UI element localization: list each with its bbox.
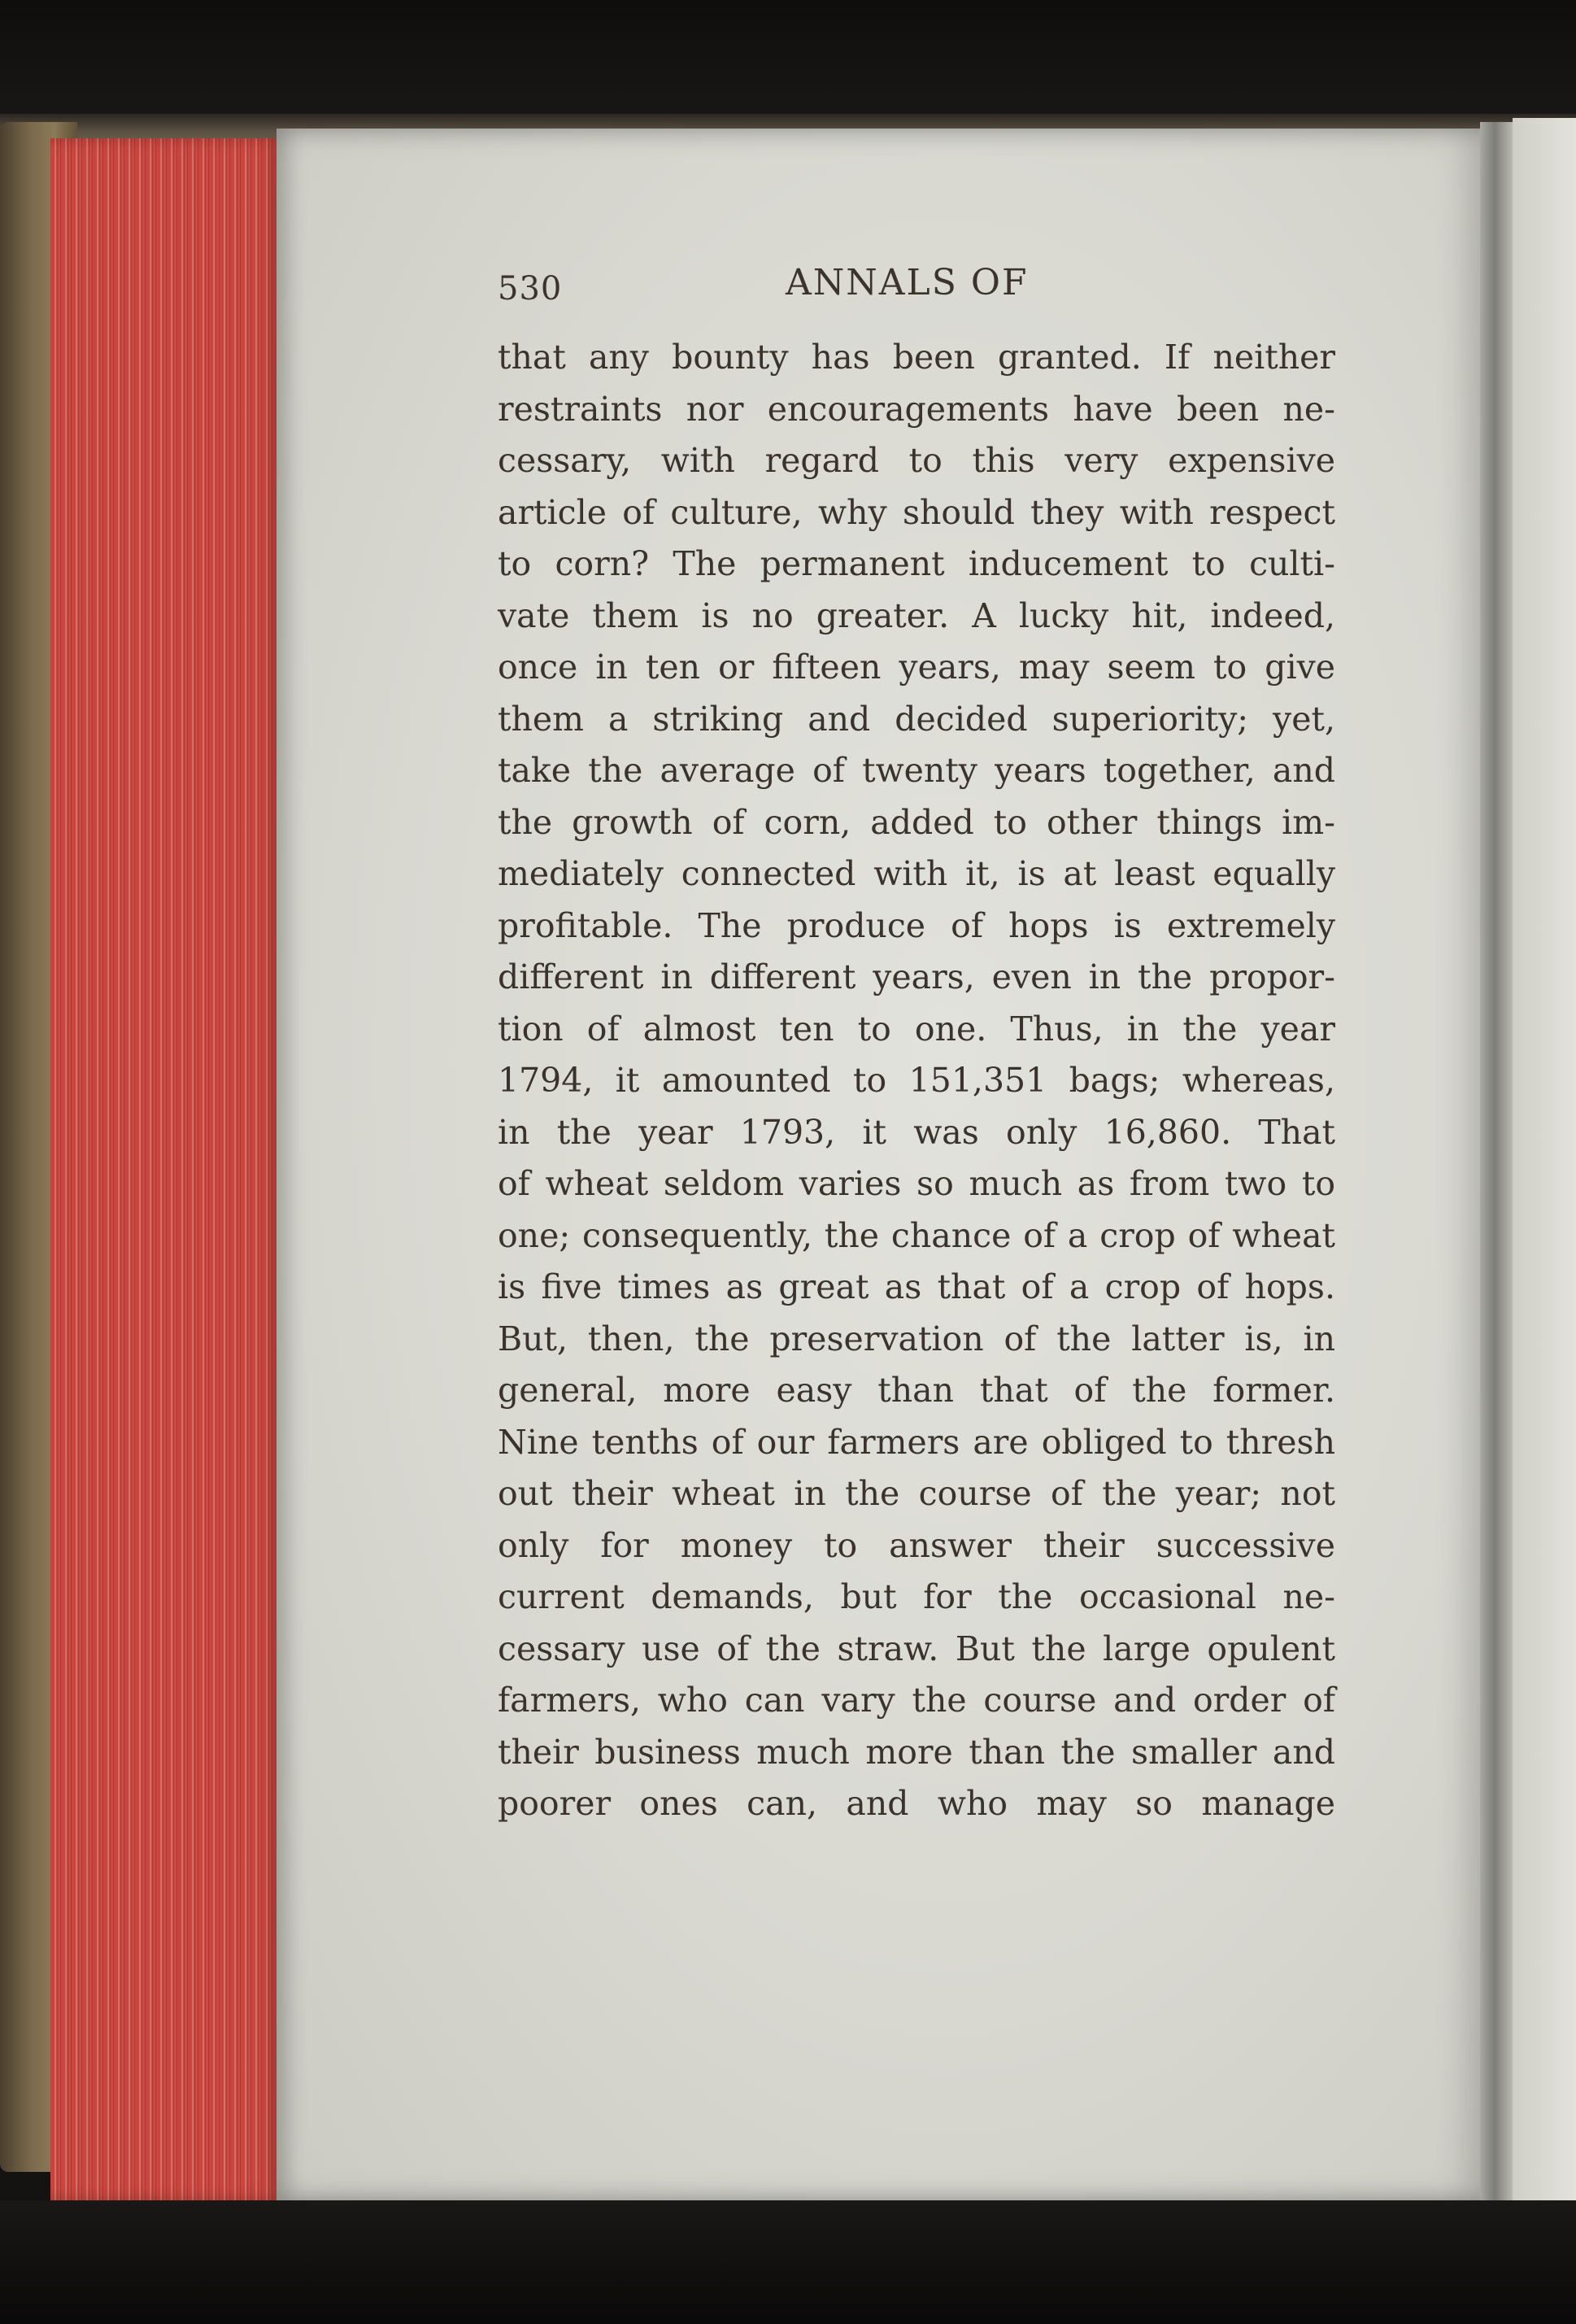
- running-head: ANNALS OF: [786, 262, 1029, 303]
- text-line: is five times as great as that of a crop of hops.: [498, 1267, 1335, 1306]
- text-line: their business much more than the smaller and: [498, 1732, 1335, 1772]
- text-line: that any bounty has been granted. If neither: [498, 338, 1335, 377]
- text-line: out their wheat in the course of the year; not: [498, 1474, 1335, 1513]
- text-line: once in ten or fifteen years, may seem to give: [498, 647, 1335, 687]
- text-line: one; consequently, the chance of a crop of wheat: [498, 1215, 1335, 1255]
- text-line: tion of almost ten to one. Thus, in the year: [498, 1009, 1335, 1049]
- text-line: mediately connected with it, is at least equally: [498, 854, 1335, 893]
- text-line: profitable. The produce of hops is extremely: [498, 905, 1335, 945]
- text-line: of wheat seldom varies so much as from two to: [498, 1164, 1335, 1203]
- text-line: article of culture, why should they with respect: [498, 492, 1335, 532]
- page-number: 530: [498, 270, 563, 307]
- text-line: the growth of corn, added to other things im-: [498, 802, 1335, 842]
- text-line: But, then, the preservation of the latter is, in: [498, 1319, 1335, 1358]
- text-line: take the average of twenty years together, and: [498, 751, 1335, 790]
- facing-page-edge: [1513, 118, 1576, 2208]
- page-header: [498, 259, 1335, 316]
- text-line: cessary use of the straw. But the large opulent: [498, 1629, 1335, 1668]
- text-line: 1794, it amounted to 151,351 bags; whereas,: [498, 1061, 1335, 1100]
- text-line: different in different years, even in the propor-: [498, 957, 1335, 996]
- text-line: to corn? The permanent inducement to culti-: [498, 544, 1335, 583]
- text-line: vate them is no greater. A lucky hit, indeed,: [498, 595, 1335, 635]
- text-line: them a striking and decided superiority; yet,: [498, 699, 1335, 739]
- text-line: Nine tenths of our farmers are obliged to thresh: [498, 1422, 1335, 1462]
- text-line: restraints nor encouragements have been ne-: [498, 389, 1335, 429]
- red-page-edges: [50, 138, 283, 2200]
- text-line: general, more easy than that of the former.: [498, 1371, 1335, 1410]
- text-line: cessary, with regard to this very expensive: [498, 441, 1335, 480]
- text-line: poorer ones can, and who may so manage: [498, 1784, 1335, 1823]
- text-line: in the year 1793, it was only 16,860. That: [498, 1112, 1335, 1152]
- text-line: farmers, who can vary the course and order of: [498, 1681, 1335, 1720]
- bottom-background: [0, 2200, 1576, 2324]
- body-text: [498, 332, 1335, 1830]
- book-gutter: [1480, 122, 1517, 2204]
- text-line: only for money to answer their successive: [498, 1525, 1335, 1565]
- text-line: current demands, but for the occasional ne-: [498, 1577, 1335, 1616]
